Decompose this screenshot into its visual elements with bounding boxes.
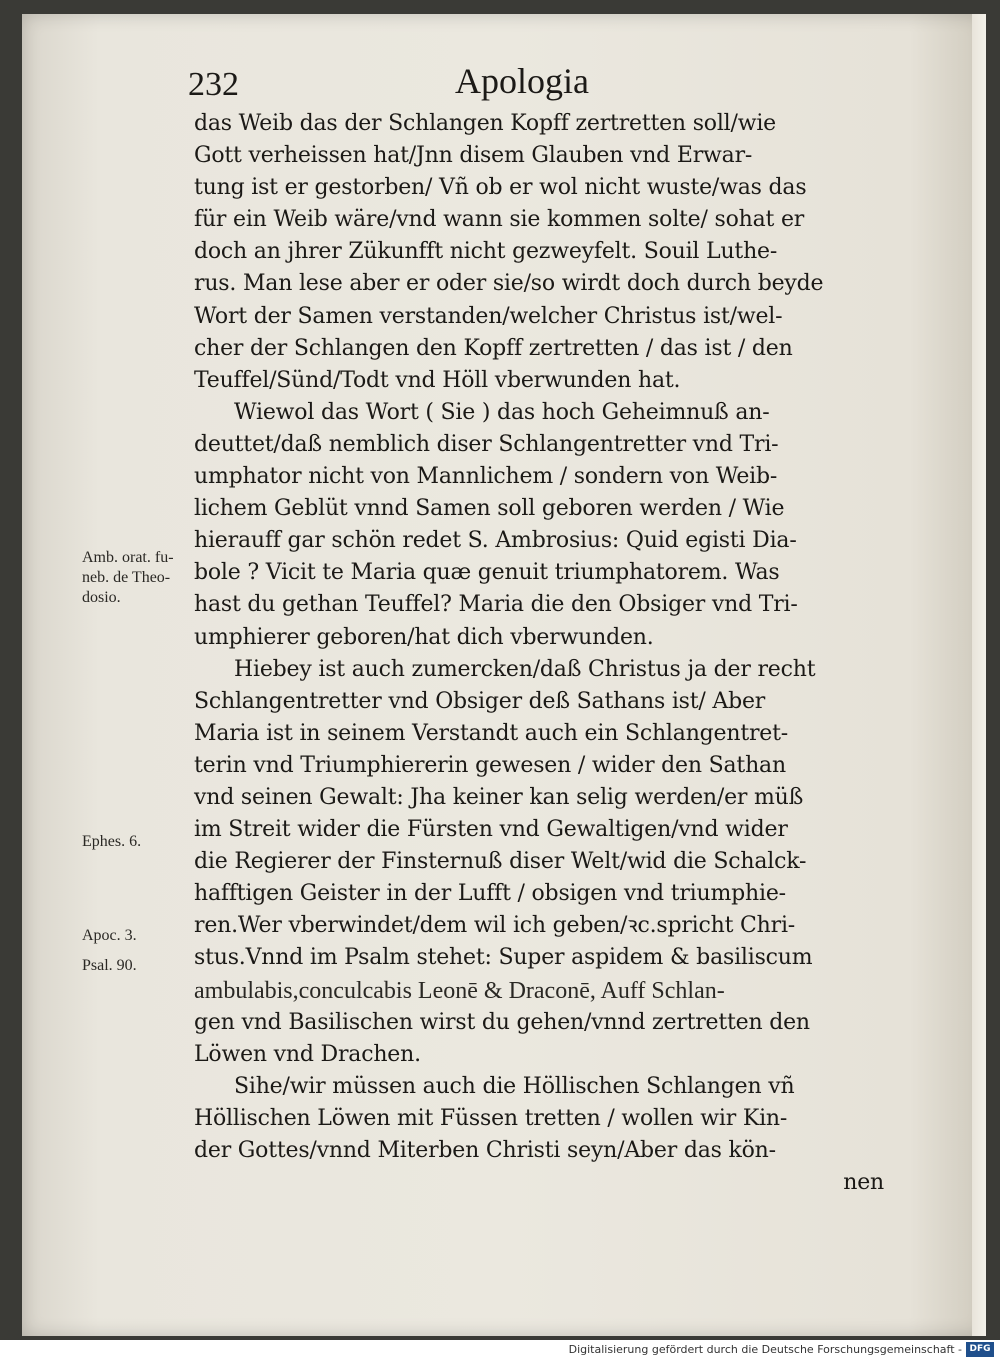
text-line: ambulabis,conculcabis Leonē & Draconē, Auff Schlan- xyxy=(194,977,725,1004)
text-line: bole ? Vicit te Maria quæ genuit triumphatorem. Was xyxy=(194,560,780,586)
text-line: Sihe/wir müssen auch die Höllischen Schlangen vñ xyxy=(234,1073,795,1099)
footer xyxy=(0,1340,1000,1361)
margin-note-line: dosio. xyxy=(82,589,121,606)
text-line: terin vnd Triumphiererin gewesen / wider den Sathan xyxy=(194,752,786,778)
text-line: hafftigen Geister in der Lufft / obsigen vnd triumphie- xyxy=(194,881,786,907)
text-line: Löwen vnd Drachen. xyxy=(194,1041,421,1067)
body-text xyxy=(194,108,884,1199)
text-line: umphierer geboren/hat dich vberwunden. xyxy=(194,624,654,650)
funding-credit: Digitalisierung gefördert durch die Deutsche Forschungsgemeinschaft - xyxy=(568,1343,962,1356)
text-line: Gott verheissen hat/Jnn disem Glauben vnd Erwar- xyxy=(194,143,753,169)
text-line: für ein Weib wäre/vnd wann sie kommen solte/ sohat er xyxy=(194,207,805,233)
text-line: ren.Wer vberwindet/dem wil ich geben/ꝛc.spricht Chri- xyxy=(194,913,796,939)
text-line: umphator nicht von Mannlichem / sondern von Weib- xyxy=(194,464,778,490)
margin-note-line: Psal. 90. xyxy=(82,957,137,974)
running-head: Apologia xyxy=(455,61,589,101)
text-line: Hiebey ist auch zumercken/daß Christus ja der recht xyxy=(234,656,816,682)
margin-note-line: Ephes. 6. xyxy=(82,833,142,850)
margin-note-line: Apoc. 3. xyxy=(82,927,137,944)
margin-note-line: Amb. orat. fu- xyxy=(82,549,174,566)
margin-note-ambrosius xyxy=(82,548,192,608)
text-line: Wiewol das Wort ( Sie ) das hoch Geheimnuß an- xyxy=(234,399,770,425)
text-line: hierauff gar schön redet S. Ambrosius: Quid egisti Dia- xyxy=(194,528,797,554)
text-line: deuttet/daß nemblich diser Schlangentretter vnd Tri- xyxy=(194,431,779,457)
text-line: im Streit wider die Fürsten vnd Gewaltigen/vnd wider xyxy=(194,817,788,843)
margin-note-ephesians xyxy=(82,832,192,852)
page-number: 232 xyxy=(188,66,239,103)
margin-note-line: neb. de Theo- xyxy=(82,569,171,586)
text-line: doch an jhrer Zükunfft nicht gezweyfelt. Souil Luthe- xyxy=(194,239,778,265)
text-line: das Weib das der Schlangen Kopff zertretten soll/wie xyxy=(194,111,776,136)
text-line: der Gottes/vnnd Miterben Christi seyn/Aber das kön- xyxy=(194,1138,776,1163)
text-line: vnd seinen Gewalt: Jha keiner kan selig werden/er müß xyxy=(194,784,804,810)
margin-note-psalm xyxy=(82,956,192,976)
text-line: Maria ist in seinem Verstandt auch ein Schlangentret- xyxy=(194,720,788,746)
text-line: stus.Vnnd im Psalm stehet: Super aspidem & basiliscum xyxy=(194,945,813,971)
text-line: lichem Geblüt vnnd Samen soll geboren werden / Wie xyxy=(194,496,785,522)
text-line: Teuffel/Sünd/Todt vnd Höll vberwunden hat. xyxy=(194,367,681,393)
page-edge xyxy=(972,14,986,1336)
catchword: nen xyxy=(843,1170,884,1196)
text-line: Schlangentretter vnd Obsiger deß Sathans ist/ Aber xyxy=(194,688,766,714)
text-line: hast du gethan Teuffel? Maria die den Obsiger vnd Tri- xyxy=(194,592,798,618)
margin-note-apocalypse xyxy=(82,926,192,946)
text-line: Höllischen Löwen mit Füssen tretten / wollen wir Kin- xyxy=(194,1105,788,1131)
text-line: cher der Schlangen den Kopff zertretten / das ist / den xyxy=(194,335,793,361)
text-line: tung ist er gestorben/ Vñ ob er wol nicht wuste/was das xyxy=(194,175,807,201)
text-line: rus. Man lese aber er oder sie/so wirdt doch durch beyde xyxy=(194,271,824,297)
text-line: Wort der Samen verstanden/welcher Christus ist/wel- xyxy=(194,303,783,329)
text-line: die Regierer der Finsternuß diser Welt/wid die Schalck- xyxy=(194,849,807,875)
dfg-logo-icon: DFG xyxy=(966,1342,994,1357)
text-line: gen vnd Basilischen wirst du gehen/vnnd zertretten den xyxy=(194,1009,810,1035)
